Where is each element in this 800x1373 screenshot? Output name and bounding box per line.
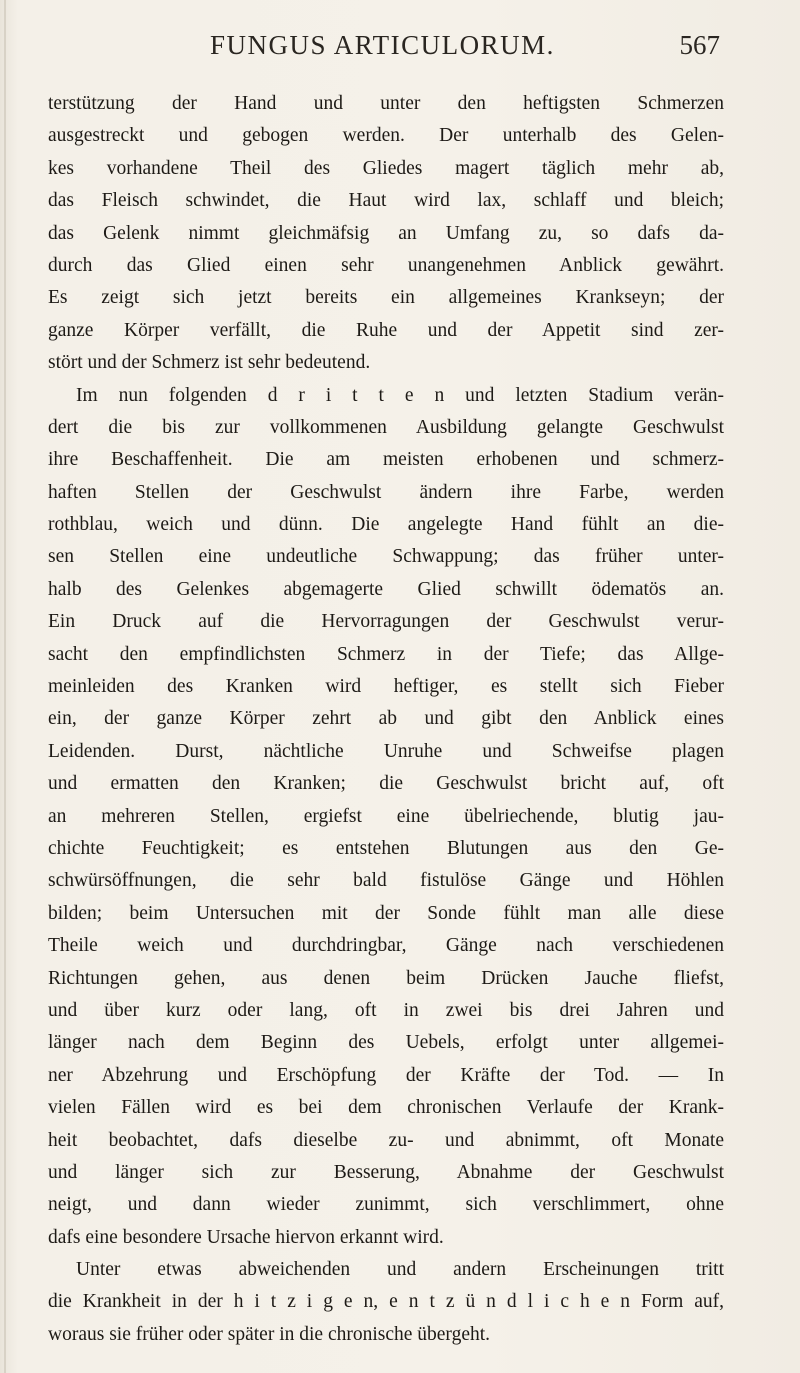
text-line: ganze Körper verfällt, die Ruhe und der Appetit sind zer- [48,319,724,341]
text-line: das Fleisch schwindet, die Haut wird lax, schlaff und bleich; [48,190,724,212]
text-line: länger nach dem Beginn des Uebels, erfolgt unter allgemei- [48,1032,724,1054]
text-line: Im nun folgenden d r i t t e n und letzten Stadium verän- [76,384,724,406]
text-line: Es zeigt sich jetzt bereits ein allgemeines Krankseyn; der [48,287,724,309]
text-line: halb des Gelenkes abgemagerte Glied schwillt ödematös an. [48,578,724,600]
text-line: die Krankheit in der h i t z i g e n, e n t z ü n d l i c h e n Form auf, [48,1291,724,1313]
text-line: an mehreren Stellen, ergiefst eine übelriechende, blutig jau- [48,805,724,827]
text-line: schwürsöffnungen, die sehr bald fistulöse Gänge und Höhlen [48,870,724,892]
text-line: vielen Fällen wird es bei dem chronischen Verlaufe der Krank- [48,1097,724,1119]
body-text [48,88,724,1351]
text-line: und ermatten den Kranken; die Geschwulst bricht auf, oft [48,773,724,795]
text-line: Theile weich und durchdringbar, Gänge nach verschiedenen [48,935,724,957]
text-line: ein, der ganze Körper zehrt ab und gibt den Anblick eines [48,708,724,730]
page-number: 567 [679,30,720,60]
text-line: rothblau, weich und dünn. Die angelegte Hand fühlt an die- [48,514,724,536]
text-line: und über kurz oder lang, oft in zwei bis drei Jahren und [48,999,724,1021]
text-line: woraus sie früher oder später in die chronische übergeht. [48,1323,491,1345]
text-line: Unter etwas abweichenden und andern Erscheinungen tritt [76,1259,724,1281]
page-gutter [4,0,6,1373]
text-line: Ein Druck auf die Hervorragungen der Geschwulst verur- [48,611,724,633]
text-line: und länger sich zur Besserung, Abnahme der Geschwulst [48,1161,724,1183]
text-line: sacht den empfindlichsten Schmerz in der Tiefe; das Allge- [48,643,724,665]
running-title: FUNGUS ARTICULORUM. [210,30,555,60]
text-line: das Gelenk nimmt gleichmäfsig an Umfang zu, so dafs da- [48,222,724,244]
text-line: heit beobachtet, dafs dieselbe zu- und abnimmt, oft Monate [48,1129,724,1151]
text-line: Leidenden. Durst, nächtliche Unruhe und Schweifse plagen [48,740,724,762]
text-line: terstützung der Hand und unter den heftigsten Schmerzen [48,93,724,114]
text-line: chichte Feuchtigkeit; es entstehen Blutungen aus den Ge- [48,837,724,859]
page-header [60,30,740,70]
text-line: sen Stellen eine undeutliche Schwappung; das früher unter- [48,546,724,568]
text-line: stört und der Schmerz ist sehr bedeutend. [48,352,371,374]
text-line: durch das Glied einen sehr unangenehmen Anblick gewährt. [48,254,724,276]
text-line: kes vorhandene Theil des Gliedes magert täglich mehr ab, [48,157,724,179]
text-line: dafs eine besondere Ursache hiervon erkannt wird. [48,1226,444,1248]
text-line: dert die bis zur vollkommenen Ausbildung gelangte Geschwulst [48,416,724,438]
text-line: haften Stellen der Geschwulst ändern ihre Farbe, werden [48,481,724,503]
text-line: ihre Beschaffenheit. Die am meisten erhobenen und schmerz- [48,449,724,471]
text-line: ner Abzehrung und Erschöpfung der Kräfte der Tod. — In [48,1064,724,1086]
text-line: neigt, und dann wieder zunimmt, sich verschlimmert, ohne [48,1194,724,1216]
text-line: Richtungen gehen, aus denen beim Drücken Jauche fliefst, [48,967,724,989]
text-line: meinleiden des Kranken wird heftiger, es stellt sich Fieber [48,676,724,698]
text-line: bilden; beim Untersuchen mit der Sonde fühlt man alle diese [48,902,724,924]
text-line: ausgestreckt und gebogen werden. Der unterhalb des Gelen- [48,125,724,147]
